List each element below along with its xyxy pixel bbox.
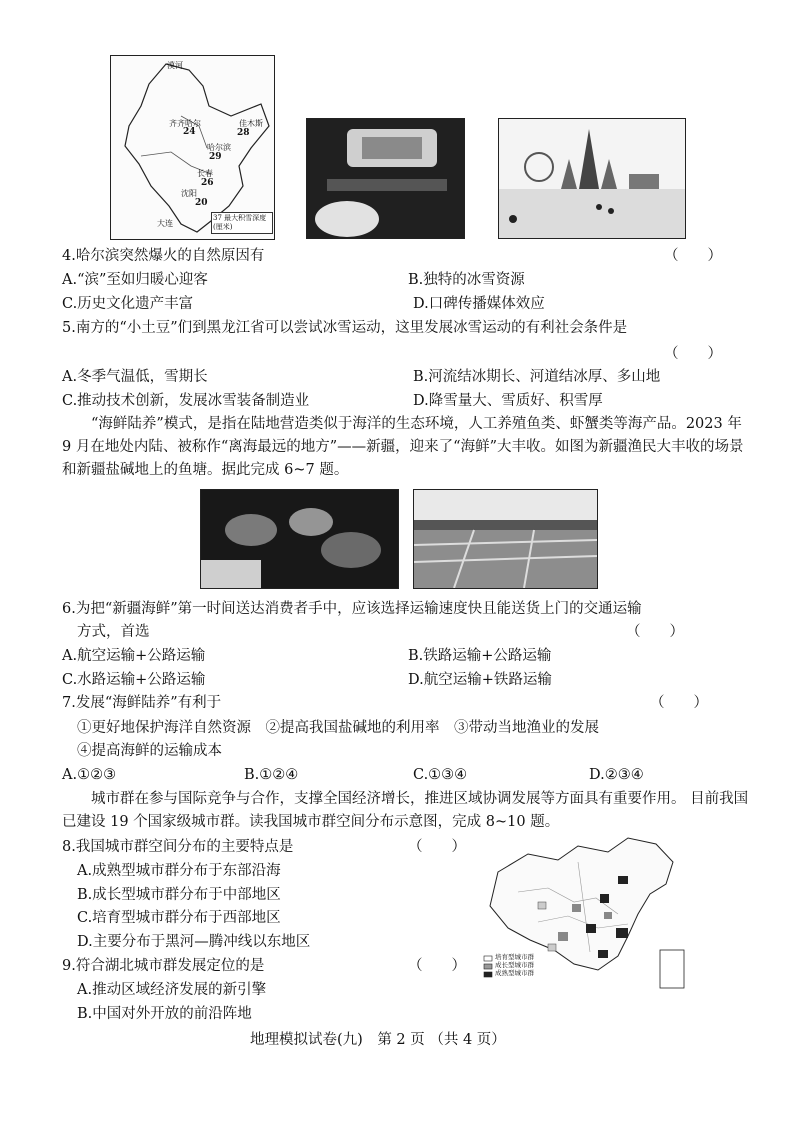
map-label-harbin: 哈尔滨 [207,143,231,152]
q7-option-c[interactable]: C.①③④ [413,767,468,783]
page-footer: 地理模拟试卷(九) 第 2 页 （共 4 页） [250,1032,506,1048]
q7-answer-bracket[interactable]: （ ） [650,695,708,711]
ice-snow-world-photo [498,118,686,239]
map-number: 28 [237,128,250,138]
map-number: 20 [195,198,208,208]
q5-option-c[interactable]: C.推动技术创新，发展冰雪装备制造业 [62,393,310,409]
china-urban-agglomeration-map [478,832,693,994]
map-number: 26 [201,178,214,188]
map-label-mohe: 漠河 [167,61,183,70]
q8-stem: 8.我国城市群空间分布的主要特点是 [62,839,294,855]
q8-answer-bracket[interactable]: （ ） [408,839,466,855]
q9-answer-bracket[interactable]: （ ） [408,958,466,974]
q4-option-d[interactable]: D.口碑传播媒体效应 [413,296,545,312]
q9-option-b[interactable]: B.中国对外开放的前沿阵地 [77,1006,252,1022]
q7-statements-line1: ①更好地保护海洋自然资源 ②提高我国盐碱地的利用率 ③带动当地渔业的发展 [77,720,599,736]
q7-stem: 7.发展“海鲜陆养”有利于 [62,695,222,711]
ice-sculpture-photo [306,118,465,239]
q8-option-d[interactable]: D.主要分布于黑河—腾冲线以东地区 [77,934,311,950]
q6-stem-line1: 6.为把“新疆海鲜”第一时间送达消费者手中，应该选择运输速度快且能送货上门的交通运输 [62,601,642,617]
fish-harvest-svg [201,490,398,588]
q4-option-b[interactable]: B.独特的冰雪资源 [408,272,525,288]
q8-option-a[interactable]: A.成熟型城市群分布于东部沿海 [77,863,281,879]
q5-option-d[interactable]: D.降雪量大、雪质好、积雪厚 [413,393,603,409]
map-label-dalian: 大连 [157,219,173,228]
q6-answer-bracket[interactable]: （ ） [626,624,684,640]
q9-option-a[interactable]: A.推动区域经济发展的新引擎 [77,982,267,998]
q4-option-a[interactable]: A.“滨”至如归暖心迎客 [62,272,208,288]
passage-seafood-inland: “海鲜陆养”模式，是指在陆地营造类似于海洋的生态环境，人工养殖鱼类、虾蟹类等海产品。2023 年 9 月在地处内陆、被称作“离海最远的地方”——新疆，迎来了“海鲜”大丰收。如图为新疆渔民大丰收的场景和新疆盐碱地上的鱼塘。据此完成 6~7 题。 [62,416,744,478]
q7-option-d[interactable]: D.②③④ [589,767,644,783]
q5-answer-bracket[interactable]: （ ） [664,346,722,362]
map-number: 24 [183,127,196,137]
q8-option-b[interactable]: B.成长型城市群分布于中部地区 [77,887,281,903]
map2-legend-mature: 成熟型城市群 [495,969,534,977]
map-number: 29 [209,152,222,162]
q7-statements-line2: ④提高海鲜的运输成本 [77,743,222,759]
map-label-shenyang: 沈阳 [181,189,197,198]
map-label-qiqihar: 齐齐哈尔 [169,119,201,128]
heilongjiang-snow-map [110,55,275,240]
q9-stem: 9.符合湖北城市群发展定位的是 [62,958,265,974]
q4-stem: 4.哈尔滨突然爆火的自然原因有 [62,248,265,264]
map-legend: 37 最大积雪深度(厘米) [211,212,273,234]
fish-harvest-photo [200,489,399,589]
map-label-jiamusi: 佳木斯 [239,119,263,128]
q6-option-d[interactable]: D.航空运输+铁路运输 [408,672,552,688]
ice-sculpture-svg [307,119,464,238]
map2-legend-cultivating: 培育型城市群 [495,953,534,961]
q8-option-c[interactable]: C.培育型城市群分布于西部地区 [77,910,281,926]
q5-option-b[interactable]: B.河流结冰期长、河道结冰厚、多山地 [413,369,661,385]
q6-option-a[interactable]: A.航空运输+公路运输 [62,648,206,664]
saline-fish-pond-photo [413,489,598,589]
q6-stem-line2: 方式，首选 [77,624,150,640]
q5-stem: 5.南方的“小土豆”们到黑龙江省可以尝试冰雪运动，这里发展冰雪运动的有利社会条件是 [62,320,628,336]
q6-option-c[interactable]: C.水路运输+公路运输 [62,672,206,688]
map-label-changchun: 长春 [197,169,213,178]
q4-option-c[interactable]: C.历史文化遗产丰富 [62,296,194,312]
q7-option-b[interactable]: B.①②④ [244,767,299,783]
map2-legend-growing: 成长型城市群 [495,961,534,969]
q4-answer-bracket[interactable]: （ ） [664,248,722,264]
ice-snow-world-svg [499,119,685,238]
q5-option-a[interactable]: A.冬季气温低，雪期长 [62,369,208,385]
passage-urban-agglomerations: 城市群在参与国际竞争与合作，支撑全国经济增长，推进区域协调发展等方面具有重要作用。 目前我国已建设 19 个国家级城市群。读我国城市群空间分布示意图，完成 8~10 题。 [62,791,749,830]
q7-option-a[interactable]: A.①②③ [62,767,117,783]
q6-option-b[interactable]: B.铁路运输+公路运输 [408,648,552,664]
fish-pond-svg [414,490,597,588]
